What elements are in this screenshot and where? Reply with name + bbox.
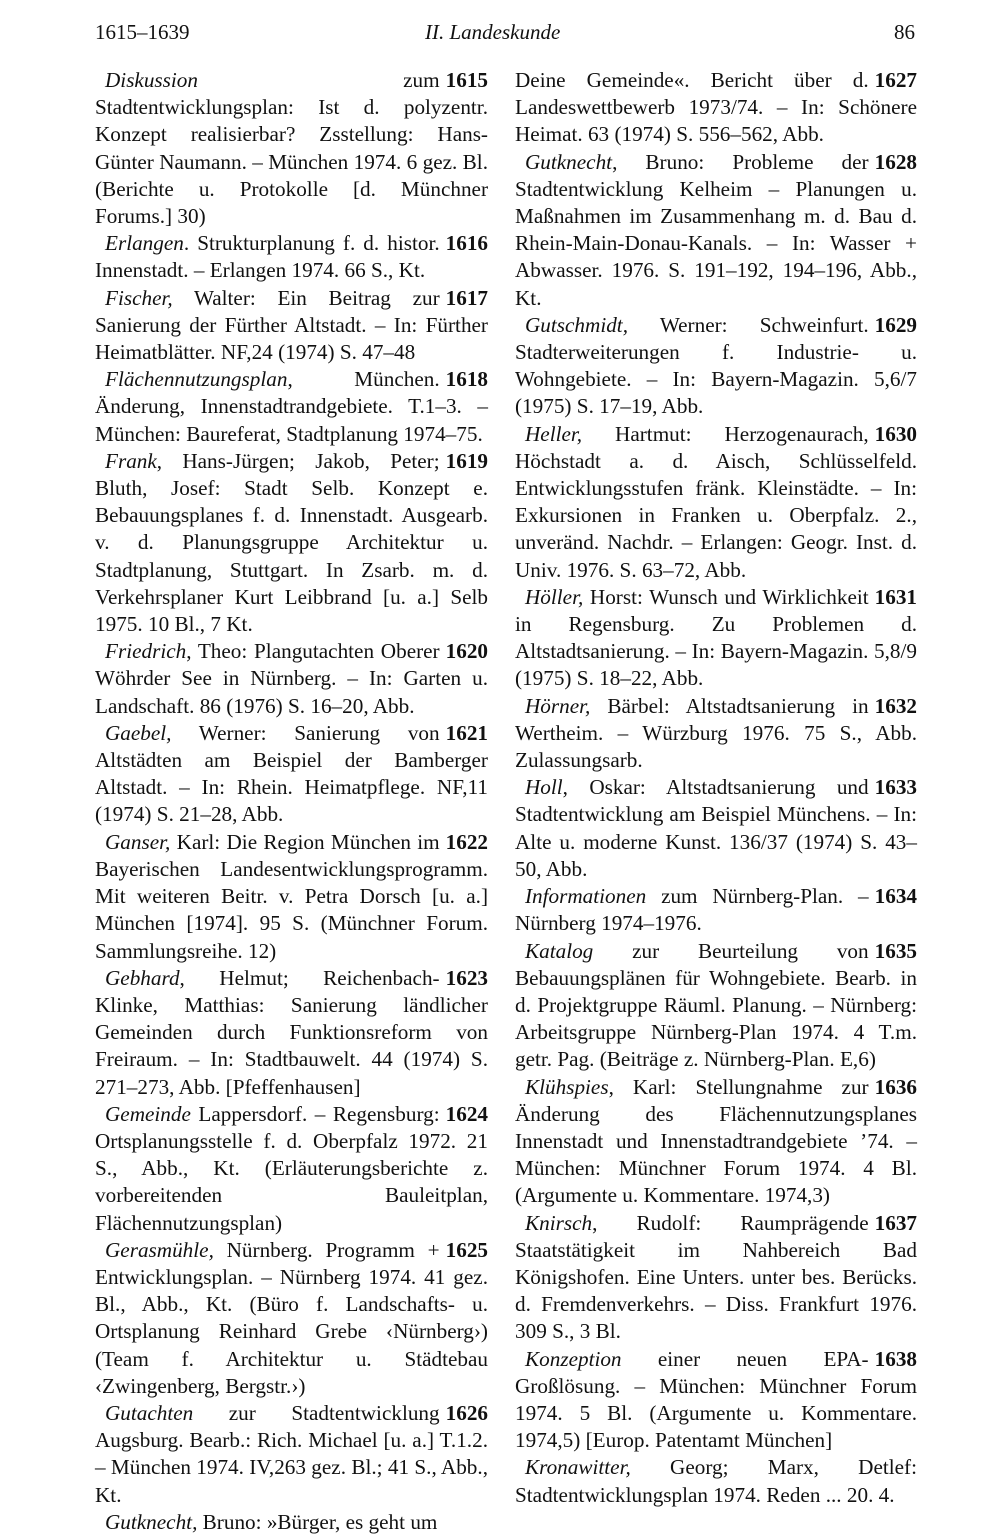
entry-number: 1627 [874,68,917,92]
entry-number: 1632 [874,693,917,718]
entry-text: Horst: Wunsch und Wirklichkeit in Regensburg. Zu Problemen d. Altstadtsanierung. – In: Bayern-Magazin. 5,8/9 (1975) S. 18–22, Abb. [515,584,917,691]
entry-text: . Strukturplanung f. d. histor. Innenstadt. – Erlangen 1974. 66 S., Kt. [95,231,440,283]
entry-text: , Theo: Plangutachten Oberer Wöhrder See in Nürnberg. – In: Garten u. Landschaft. 86 (1976) S. 16–20, Abb. [95,639,488,718]
bibliography-entry [515,1074,917,1210]
entry-range: 1615–1639 [95,20,190,44]
page-number: 86 [894,20,915,44]
bibliography-entry [95,638,488,720]
entry-text: Karl: Die Region München im Bayerischen Landesentwicklungsprogramm. Mit weiteren Beitr. v. Petra Dorsch [u. a.] München [1974]. 95 S. (Münchner Forum. Sammlungsreihe. 12) [95,829,488,963]
entry-author: Gutknecht [525,149,613,174]
entry-number: 1629 [874,312,917,337]
entry-author: Gutschmidt, [525,312,628,337]
entry-text: Hartmut: Herzogenaurach, Höchstadt a. d. Aisch, Schlüsselfeld. Entwicklungsstufen fränk. Kleinstädte. – In: Exkursionen in Franken u. Oberpfalz. 2., unveränd. Nachdr. – Erlangen: Geogr. Inst. d. Univ. 1976. S. 63–72, Abb. [515,421,917,582]
entry-number: 1626 [445,1400,488,1425]
entry-author: Informationen [525,884,647,909]
bibliography-entry [95,1509,488,1536]
entry-author: Gutknecht, [105,1509,198,1534]
entry-author: Holl [525,775,563,800]
entry-author: Gaebel, [105,720,172,745]
entry-text: , Helmut; Reichenbach-Klinke, Matthias: Sanierung ländlicher Gemeinden durch Funktionsreform von Freiraum. – In: Stadtbauwelt. 44 (1974) S. 271–273, Abb. [Pfeffenhausen] [95,965,488,1099]
entry-number: 1634 [874,884,917,909]
entry-number: 1635 [874,938,917,963]
bibliography-entry [95,67,488,230]
entry-text: Bruno: »Bürger, es geht um [197,1509,438,1534]
entry-author: Diskussion [105,68,198,92]
entry-number: 1622 [445,829,488,854]
entry-number: 1624 [445,1101,488,1126]
entry-author: Friedrich [105,639,187,664]
section-title: II. Landeskunde [425,20,561,44]
bibliography-entry [95,829,488,965]
entry-number: 1631 [874,584,917,609]
entry-text: Nürnberg. Programm + Entwicklungsplan. – Nürnberg 1974. 41 gez. Bl., Abb., Kt. (Büro f. Landschafts- u. Ortsplanung Reinhard Grebe ‹Nürnberg›) (Team f. Architektur u. Städtebau ‹Zwingenberg, Bergstr.›) [95,1237,488,1398]
entry-author: Gerasmühle, [105,1237,214,1262]
bibliography-entry [515,938,917,1074]
entry-text: , Hans-Jürgen; Jakob, Peter; Bluth, Josef: Stadt Selb. Konzept e. Bebauungsplanes f. d. Innenstadt. Ausgearb. v. d. Planungsgruppe Architektur u. Stadtplanung, Stuttgart. In Zsarb. m. d. Verkehrsplaner Kurt Leibbrand [u. a.] Selb 1975. 10 Bl., 7 Kt. [95,448,488,637]
bibliography-entry [515,421,917,584]
entry-text: , Rudolf: Raumprägende Staatstätigkeit im Nahbereich Bad Königshofen. Eine Unters. unter bes. Berücks. d. Fremdenverkehrs. – Diss. Frankfurt 1976. 309 S., 3 Bl. [515,1210,917,1344]
entry-text: zum Nürnberg-Plan. – Nürnberg 1974–1976. [515,884,869,936]
bibliography-entry [95,720,488,829]
bibliography-entry [95,230,488,284]
entry-text: Walter: Ein Beitrag zur Sanierung der Fürther Altstadt. – In: Fürther Heimatblätter. NF,24 (1974) S. 47–48 [95,285,488,365]
entry-number: 1623 [445,965,488,990]
entry-author: Frank [105,448,157,473]
entry-author: Ganser, [105,829,171,854]
entry-number: 1619 [445,448,488,473]
entry-number: 1617 [445,285,488,310]
bibliography-entry [95,1237,488,1400]
entry-number: 1630 [874,421,917,446]
entry-text: Georg; Marx, Detlef: Stadtentwicklungsplan 1974. Reden ... 20. 4. [515,1455,917,1507]
bibliography-entry [95,1101,488,1237]
entry-text: zur Stadtentwicklung Augsburg. Bearb.: Rich. Michael [u. a.] T.1.2. – München 1974. IV,263 gez. Bl.; 41 S., Abb., Kt. [95,1400,488,1507]
bibliography-entry [95,1400,488,1509]
entry-author: Gebhard [105,965,180,990]
entry-author: Knirsch [525,1210,593,1235]
bibliography-entry [515,1210,917,1346]
entry-author: Fischer, [105,285,173,310]
bibliography-entry [95,448,488,638]
entry-number: 1621 [445,720,488,745]
bibliography-entry [95,965,488,1101]
entry-author: Heller, [525,421,583,446]
entry-number: 1638 [874,1346,917,1371]
bibliography-entry [515,693,917,775]
entry-text: zur Beurteilung von Bebauungsplänen für Wohngebiete. Bearb. in d. Projektgruppe Räuml. Planung. – Nürnberg: Arbeitsgruppe Nürnberg-Plan 1974. 4 T.m. getr. Pag. (Beiträge z. Nürnberg-Plan. E,6) [515,938,917,1072]
entry-text: , Bruno: Probleme der Stadtentwicklung Kelheim – Planungen u. Maßnahmen im Zusammenhang m. d. Bau d. Rhein-Main-Donau-Kanals. – In: Wasser + Abwasser. 1976. S. 191–192, 194–196, Abb., Kt. [515,149,917,310]
bibliography-entry [515,312,917,421]
entry-text: Werner: Schweinfurt. Stadterweiterungen f. Industrie- u. Wohngebiete. – In: Bayern-Magazin. 5,6/7 (1975) S. 17–19, Abb. [515,312,917,419]
bibliography-entry [515,149,917,312]
entry-text: Deine Gemeinde«. Bericht über d. Landeswettbewerb 1973/74. – In: Schönere Heimat. 63 (1974) S. 556–562, Abb. [515,68,917,147]
entry-author: Höller, [525,584,584,609]
entry-number: 1616 [445,231,488,256]
entry-author: Hörner, [525,693,591,718]
entry-text: , Oskar: Altstadtsanierung und Stadtentwicklung am Beispiel Münchens. – In: Alte u. moderne Kunst. 136/37 (1974) S. 43–50, Abb. [515,775,917,881]
entry-number: 1618 [445,367,488,392]
bibliography-entry [515,774,917,883]
entry-author: Klühspies [525,1074,609,1099]
entry-author: Kronawitter, [525,1455,631,1480]
entry-author: Katalog [525,938,594,963]
entry-number: 1620 [445,639,488,664]
left-column [95,67,488,1536]
entry-text: einer neuen EPA-Großlösung. – München: Münchner Forum 1974. 5 Bl. (Argumente u. Kommentare. 1974,5) [Europ. Patentamt München] [515,1346,917,1453]
entry-text: Werner: Sanierung von Altstädten am Beispiel der Bamberger Altstadt. – In: Rhein. Heimatpflege. NF,11 (1974) S. 21–28, Abb. [95,720,488,827]
entry-number: 1615 [445,68,488,92]
entry-author: Gutachten [105,1400,194,1425]
bibliography-entry [515,1346,917,1455]
entry-text: , München. Änderung, Innenstadtrandgebiete. T.1–3. – München: Baureferat, Stadtplanung 1974–75. [95,367,488,446]
entry-author: Flächennutzungsplan [105,367,288,392]
bibliography-entry [515,883,917,937]
entry-author: Konzeption [525,1346,622,1371]
bibliography-entry [515,67,917,149]
entry-text: zum Stadtentwicklungsplan: Ist d. polyzentr. Konzept realisierbar? Zsstellung: Hans-Günter Naumann. – München 1974. 6 gez. Bl. (Berichte u. Protokolle [d. Münchner Forums.] 30) [95,68,488,229]
entry-author: Erlangen [105,231,184,256]
entry-number: 1637 [874,1210,917,1235]
entry-text: Bärbel: Altstadtsanierung in Wertheim. – Würzburg 1976. 75 S., Abb. Zulassungsarb. [515,693,917,773]
bibliography-entry [95,366,488,448]
entry-number: 1625 [445,1237,488,1262]
entry-text: Lappersdorf. – Regensburg: Ortsplanungsstelle f. d. Oberpfalz 1972. 21 S., Abb., Kt. (Erläuterungsberichte z. vorbereitenden Bauleitplan, Flächennutzungsplan) [95,1101,488,1235]
entry-text: , Karl: Stellungnahme zur Änderung des Flächennutzungsplanes Innenstadt und Innenstadtrandgebiete ’74. – München: Münchner Forum 1974. 4 Bl. (Argumente u. Kommentare. 1974,3) [515,1074,917,1208]
entry-author: Gemeinde [105,1101,191,1126]
right-column [515,67,917,1509]
bibliography-entry [515,1454,917,1508]
bibliography-entry [515,584,917,693]
page-header [95,14,915,44]
bibliography-entry [95,285,488,367]
entry-number: 1633 [874,775,917,800]
entry-number: 1636 [874,1074,917,1099]
entry-number: 1628 [874,149,917,174]
